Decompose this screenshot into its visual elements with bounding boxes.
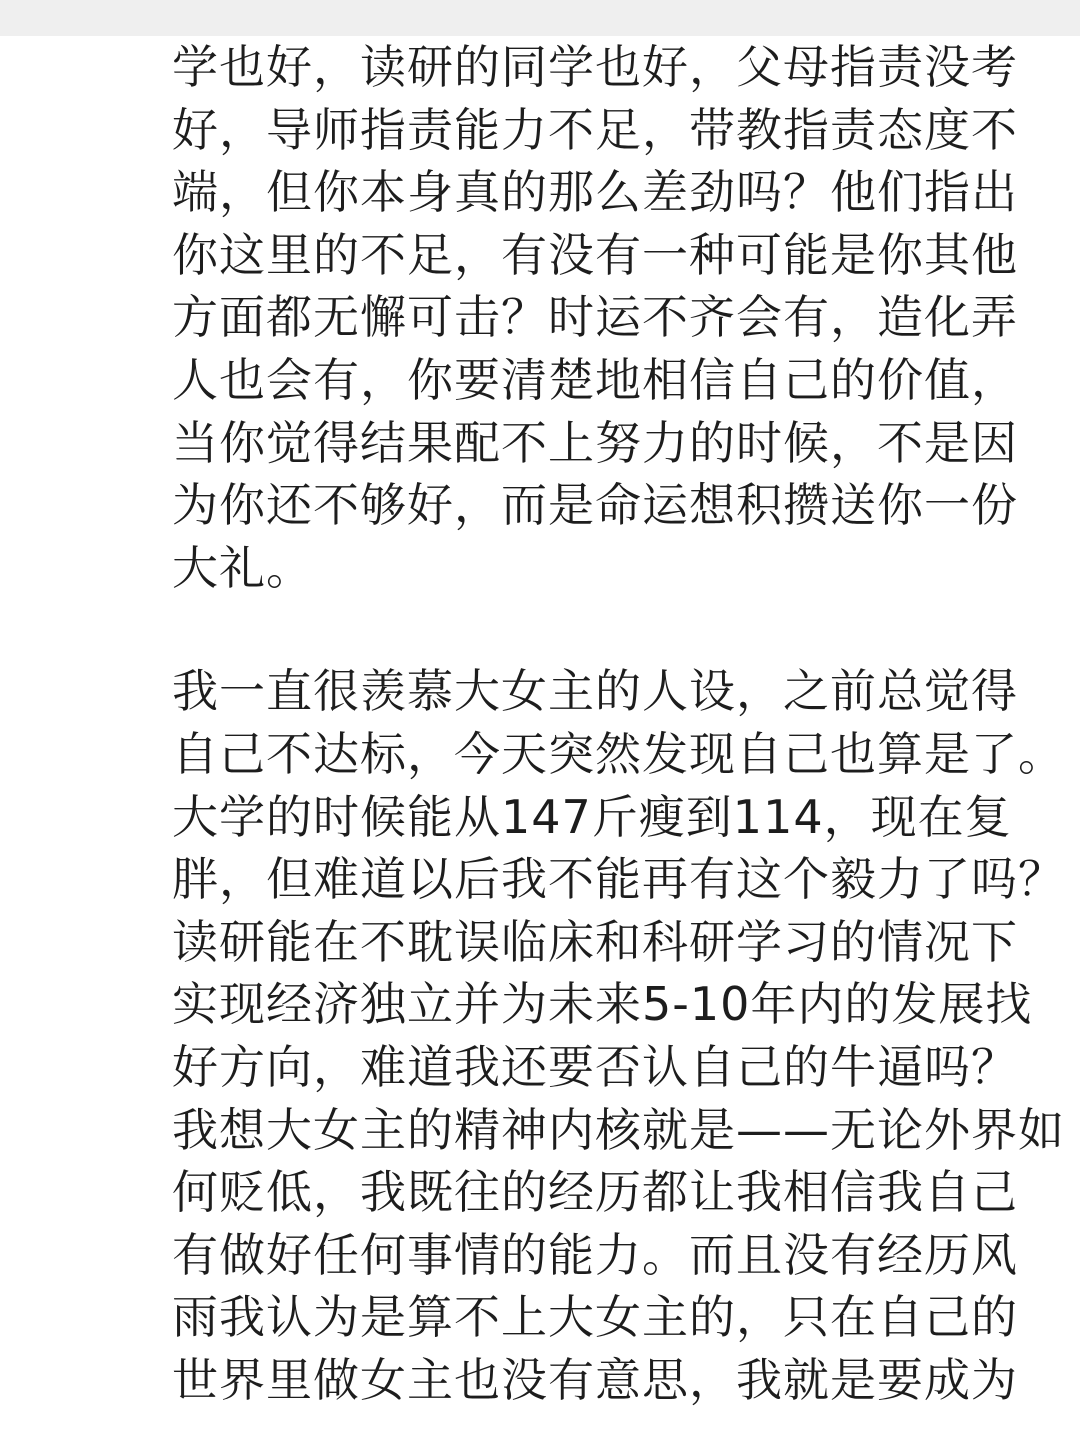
paragraph-2 <box>172 660 1065 1411</box>
paragraph-line: 好方向，难道我还要否认自己的牛逼吗？ <box>172 1039 1018 1094</box>
paragraph-line: 读研能在不耽误临床和科研学习的情况下 <box>172 914 1018 969</box>
paragraph-line: 当你觉得结果配不上努力的时候，不是因 <box>172 415 1018 470</box>
paragraph-spacer <box>172 599 1052 660</box>
paragraph-line: 人也会有，你要清楚地相信自己的价值， <box>172 352 1018 407</box>
paragraph-line: 世界里做女主也没有意思，我就是要成为 <box>172 1352 1018 1407</box>
paragraph-line: 我想大女主的精神内核就是——无论外界如 <box>172 1102 1065 1157</box>
paragraph-line: 方面都无懈可击？时运不齐会有，造化弄 <box>172 290 1018 345</box>
paragraph-line: 实现经济独立并为未来5-10年内的发展找 <box>172 977 1033 1032</box>
paragraph-line: 好，导师指责能力不足，带教指责态度不 <box>172 102 1018 157</box>
paragraph-line: 雨我认为是算不上大女主的，只在自己的 <box>172 1290 1018 1345</box>
paragraph-line: 何贬低，我既往的经历都让我相信我自己 <box>172 1165 1018 1220</box>
paragraph-line: 你这里的不足，有没有一种可能是你其他 <box>172 227 1018 282</box>
article-body <box>172 36 1065 1411</box>
paragraph-line: 大礼。 <box>172 540 313 595</box>
paragraph-line: 我一直很羡慕大女主的人设，之前总觉得 <box>172 664 1018 719</box>
paragraph-1 <box>172 36 1052 599</box>
paragraph-line: 为你还不够好，而是命运想积攒送你一份 <box>172 478 1018 533</box>
paragraph-line: 自己不达标，今天突然发现自己也算是了。 <box>172 726 1065 781</box>
paragraph-line: 端，但你本身真的那么差劲吗？他们指出 <box>172 165 1018 220</box>
paragraph-line: 有做好任何事情的能力。而且没有经历风 <box>172 1227 1018 1282</box>
paragraph-line: 学也好，读研的同学也好，父母指责没考 <box>172 40 1018 94</box>
paragraph-line: 胖，但难道以后我不能再有这个毅力了吗？ <box>172 852 1065 907</box>
paragraph-line: 大学的时候能从147斤瘦到114，现在复 <box>172 789 1012 844</box>
top-bar <box>0 0 1080 36</box>
